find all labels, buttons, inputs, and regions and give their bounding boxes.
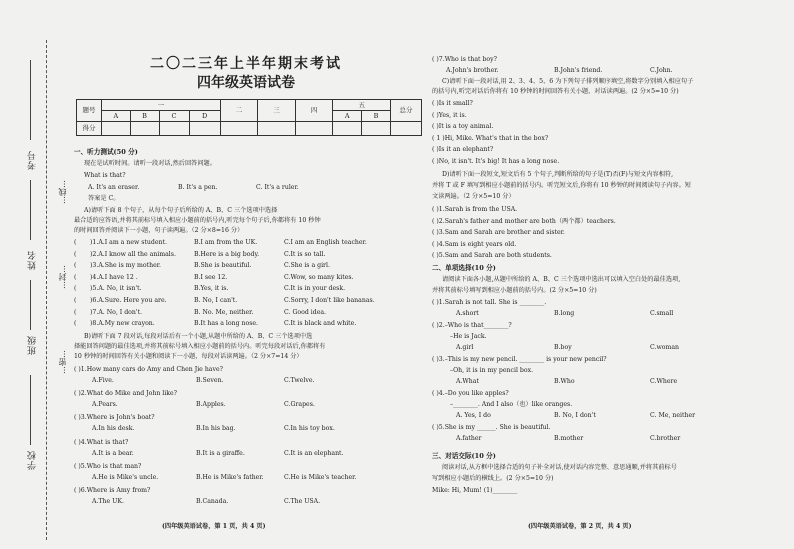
part-a-option-c: C.Sorry, I don't like bananas. xyxy=(284,297,375,304)
part-b-question[interactable]: ( )4.What is that? xyxy=(74,438,129,446)
part-a-option-b: B.It has a long nose. xyxy=(194,320,259,328)
part-a-option-b: B. No, I can't. xyxy=(194,297,238,304)
score-cell[interactable] xyxy=(130,122,159,136)
mark-feng: …封… xyxy=(58,265,67,289)
choice-question[interactable]: ( )2.–Who is that________? xyxy=(432,322,512,329)
score-col-2: 二 xyxy=(220,100,258,122)
part-b-instruction: B)请听下面 7 段对话,每段对话后有一个小题,从题中所给的 A、B、C 三个选项中选 xyxy=(84,333,313,340)
part-a-option-a: )3.A.She is my mother. xyxy=(90,262,162,270)
part-b-option-c: C.In his toy box. xyxy=(284,425,335,433)
xuexiao-line xyxy=(30,375,31,445)
choice-option-b: B.boy xyxy=(554,344,572,351)
sample-option: C. It's a ruler. xyxy=(256,184,299,191)
part-a-option-a: )2.A.I know all the animals. xyxy=(90,250,176,258)
score-col-4: 四 xyxy=(295,100,333,122)
score-sub-c: C xyxy=(159,111,189,122)
part-a-option-a: )4.A.I have 12 . xyxy=(90,273,138,281)
choice-option-c: C.brother xyxy=(650,435,681,442)
label-banji: 班级 xyxy=(28,335,38,355)
score-row-defen: 得分 xyxy=(77,122,102,136)
part-b-option-b: B.He is Mike's father. xyxy=(196,473,264,481)
part-b-question[interactable]: ( )2.What do Mike and John like? xyxy=(74,390,177,398)
score-cell[interactable] xyxy=(333,122,362,136)
part-a-option-b: B.I see 12. xyxy=(194,273,228,281)
part-d-statement[interactable]: ( )4.Sam is eight years old. xyxy=(432,240,517,248)
part-d-statement[interactable]: ( )5.Sam and Sarah are both students. xyxy=(432,252,552,259)
exam-subtitle: 四年级英语试卷 xyxy=(197,75,295,91)
part-a-option-b: B.She is beautiful. xyxy=(194,262,252,270)
choice-option-c: C.woman xyxy=(650,344,680,351)
part-d-statement[interactable]: ( )3.Sam and Sarah are brother and sister. xyxy=(432,229,565,236)
part-a-option-c: C.It is in your desk. xyxy=(284,285,346,293)
part-a-option-c: C.I am an English teacher. xyxy=(284,239,367,246)
part-d-instruction: 并将 T 或 F 填写到相应小题前的括号内。听完短文后,你将有 10 秒钟的时间阅读句子内容。短 xyxy=(432,182,691,189)
exam-title: 二〇二三年上半年期末考试 xyxy=(150,56,342,72)
choice-option-b: B.Who xyxy=(554,378,575,385)
answer-bracket[interactable]: ( xyxy=(74,239,77,246)
part-c-sentence[interactable]: ( )It is a toy animal. xyxy=(432,123,494,131)
choice-question[interactable]: ( )3.–This is my new pencil. ________ is your new pencil? xyxy=(432,356,607,363)
choice-option-a: A.father xyxy=(456,435,482,442)
mark-xian: …线… xyxy=(58,180,67,204)
score-cell[interactable] xyxy=(258,122,296,136)
part-a-option-a: )6.A.Sure. Here you are. xyxy=(90,297,167,304)
part-a-option-b: B.I am from the UK. xyxy=(194,239,258,246)
part-b-option-c: C.He is Mike's teacher. xyxy=(284,473,357,481)
choice-question[interactable]: ( )4.–Do you like apples? xyxy=(432,390,509,397)
part-a-option-c: C.She is a girl. xyxy=(284,262,330,270)
part-a-option-c: C.It is black and white. xyxy=(284,320,357,328)
choice-option-a: A.What xyxy=(456,378,479,385)
section-2-title: 二、单项选择(10 分) xyxy=(432,264,496,272)
part-b-option-a: A.The UK. xyxy=(92,498,124,505)
part-b-question[interactable]: ( )1.How many cars do Amy and Chen Jie have? xyxy=(74,366,223,373)
part-b-option-b: B.Canada. xyxy=(196,498,229,505)
answer-bracket[interactable]: ( xyxy=(74,250,77,258)
part-a-instruction: 最合适的应答语,并将其前标号填入相应小题前的括号内,听完每个句子后,你都将有 10 秒钟 xyxy=(74,217,321,224)
part-b-option-a: A.Pears. xyxy=(92,401,118,409)
label-kaohao: 考号 xyxy=(28,150,38,170)
choice-option-a: A.girl xyxy=(456,344,474,351)
part-b-instruction: 10 秒钟的时间回答有关小题和阅读下一小题，每段对话读两遍。（2 分×7=14 分） xyxy=(74,353,303,360)
banji-line xyxy=(30,280,31,330)
part-a-option-b: B. No. Me, neither. xyxy=(194,308,254,316)
part-b-option-b: B.It is a giraffe. xyxy=(196,449,245,457)
part-c-sentence[interactable]: ( )Yes, it is. xyxy=(432,111,467,119)
choice-option-c: C.small xyxy=(650,310,674,317)
section-3-instruction: 写到相应小题后的横线上。(2 分×5=10 分) xyxy=(432,475,554,482)
part-b-option-c: C.It is an elephant. xyxy=(284,449,344,457)
choice-option-b: B. No, I don't xyxy=(554,412,596,419)
score-cell[interactable] xyxy=(159,122,189,136)
choice-question[interactable]: ( )1.Sarah is not tall. She is ________. xyxy=(432,299,547,306)
part-b-instruction: 择能回答问题的最佳选项,并将其前标号填入相应小题前的括号内。听完每段对话后,你都将有 xyxy=(74,343,326,350)
part-a-option-a: )7.A. No, I don't. xyxy=(90,308,143,316)
intro-text: 现在是试听时间。请听一段对话,然后回答问题。 xyxy=(84,160,216,167)
section-2-instruction: 并将其前标号填写到相应小题前的括号内。(2 分×5=10 分) xyxy=(432,287,597,294)
sample-option: A. It's an eraser. xyxy=(88,184,140,191)
section-2-instruction: 请阅读下面各小题,从题中所给的 A、B、C 三个选项中选出可以填入空白处的最佳选项, xyxy=(442,276,681,283)
choice-option-b: B.mother xyxy=(554,435,584,442)
score-cell[interactable] xyxy=(391,122,422,136)
part-b-option-a: A.In his desk. xyxy=(92,425,135,433)
part-c-instruction: C)请听下面一段对话,用 2、3、4、5、6 为下列句子排列顺序填空,将数字分别填入相应句子 xyxy=(442,78,694,85)
binding-margin xyxy=(0,0,77,549)
mark-mi: …密… xyxy=(58,350,67,374)
part-a-option-a: )8.A.My new crayon. xyxy=(90,320,155,328)
answer-bracket[interactable]: ( xyxy=(74,273,77,281)
part-c-sentence[interactable]: ( 1 )Hi, Mike. What's that in the box? xyxy=(432,134,549,142)
part-a-instruction: 的时间回答并阅读下一小题，句子读两遍。（2 分×8=16 分） xyxy=(74,227,244,234)
label-xingming: 姓名 xyxy=(28,250,38,270)
left-page xyxy=(70,0,422,549)
part-d-instruction: 文读两遍。（2 分×5=10 分） xyxy=(432,193,515,200)
part-a-option-b: B.Here is a big body. xyxy=(194,250,260,258)
score-table xyxy=(76,99,422,136)
score-cell[interactable] xyxy=(362,122,391,136)
score-sub-a: A xyxy=(102,111,131,122)
part-b-question[interactable]: ( )5.Who is that man? xyxy=(74,462,142,470)
part-d-statement[interactable]: ( )2.Sarah's father and mother are both（两个都）teachers. xyxy=(432,217,616,225)
part-a-option-a: )5.A. No, it isn't. xyxy=(90,285,142,293)
score-col-1: 一 xyxy=(102,100,221,111)
choice-question[interactable]: ( )5.She is my ______. She is beautiful. xyxy=(432,424,551,431)
question-b7[interactable]: ( )7.Who is that boy? xyxy=(432,56,497,63)
score-col-3: 三 xyxy=(258,100,296,122)
part-b-option-b: B.In his bag. xyxy=(196,425,236,433)
choice-question-reply: –Oh, it is in my pencil box. xyxy=(450,367,534,374)
part-b-option-a: A.He is Mike's uncle. xyxy=(92,473,159,481)
score-sub-5b: B xyxy=(362,111,391,122)
part-b-option-b: B.Apples. xyxy=(196,401,226,409)
answer-bracket[interactable]: ( xyxy=(74,297,77,304)
part-c-sentence[interactable]: ( )Is it an elephant? xyxy=(432,146,494,154)
part-b-option-c: C.Grapes. xyxy=(284,401,315,409)
score-sub-d: D xyxy=(189,111,220,122)
b7-option: C.John. xyxy=(650,67,673,74)
score-col-tihao: 题号 xyxy=(77,100,102,122)
sample-option: B. It's a pen. xyxy=(178,184,218,191)
seal-dashed-line xyxy=(46,40,47,540)
part-c-sentence[interactable]: ( )No, it isn't. It's big! It has a long nose. xyxy=(432,158,560,165)
section-3-title: 三、对话交际(10 分) xyxy=(432,452,496,460)
part-b-question[interactable]: ( )6.Where is Amy from? xyxy=(74,487,151,494)
part-b-option-a: A.It is a bear. xyxy=(92,449,134,457)
dialog-line-1[interactable]: Mike: Hi, Mum! (1)________ xyxy=(432,487,518,494)
part-c-sentence[interactable]: ( )Is it small? xyxy=(432,100,473,107)
choice-option-c: C. Me, neither xyxy=(650,412,696,419)
choice-question-reply: –________. And I also（也）like oranges. xyxy=(450,401,573,408)
part-b-option-a: A.Five. xyxy=(92,377,114,384)
section-1-title: 一、听力测试(50 分) xyxy=(74,148,138,156)
part-b-question[interactable]: ( )3.Where is John's boat? xyxy=(74,414,155,422)
part-a-option-c: C.It is so tall. xyxy=(284,250,326,258)
choice-option-c: C.Where xyxy=(650,378,678,385)
choice-option-b: B.long xyxy=(554,310,575,317)
label-xuexiao: 学校 xyxy=(28,450,38,470)
b7-option: A.John's brother. xyxy=(446,67,499,74)
part-a-instruction: A)请听下面 8 个句子，从每个句子后所给的 A、B、C 三个选项中选择 xyxy=(84,207,278,214)
part-a-option-b: B.Yes, it is. xyxy=(194,285,229,293)
section-3-instruction: 阅读对话,从方框中选择合适的句子补全对话,使对话内容完整、意思通顺,并将其前标号 xyxy=(442,464,677,471)
part-b-option-c: C.Twelve. xyxy=(284,377,315,384)
xingming-line xyxy=(30,180,31,240)
page-footer-2: (四年级英语试卷，第 2 页，共 4 页) xyxy=(528,523,632,530)
part-d-statement[interactable]: ( )1.Sarah is from the USA. xyxy=(432,206,518,213)
b7-option: B.John's friend. xyxy=(554,67,603,74)
score-cell[interactable] xyxy=(102,122,131,136)
right-page xyxy=(428,0,786,549)
score-cell[interactable] xyxy=(220,122,258,136)
part-b-option-b: B.Seven. xyxy=(196,377,224,384)
answer-bracket[interactable]: ( xyxy=(74,308,77,316)
part-b-option-c: C.The USA. xyxy=(284,498,321,505)
part-a-option-a: )1.A.I am a new student. xyxy=(90,239,167,246)
choice-question-reply: –He is Jack. xyxy=(450,333,487,340)
choice-option-a: A.short xyxy=(456,310,479,317)
part-a-option-c: C. Good idea. xyxy=(284,308,327,316)
sample-question: What is that? xyxy=(84,172,126,179)
score-cell[interactable] xyxy=(189,122,220,136)
score-sub-b: B xyxy=(130,111,159,122)
part-c-instruction: 的括号内,听完对话后你将有 10 秒钟的时间回答有关小题，对话读两遍。(2 分×5=10 分) xyxy=(432,88,679,95)
part-a-option-c: C.Wow, so many kites. xyxy=(284,273,354,281)
answer-bracket[interactable]: ( xyxy=(74,285,77,293)
kaohao-line xyxy=(30,60,31,140)
score-col-total: 总分 xyxy=(391,100,422,122)
score-sub-5a: A xyxy=(333,111,362,122)
score-cell[interactable] xyxy=(295,122,333,136)
answer-bracket[interactable]: ( xyxy=(74,320,77,328)
score-col-5: 五 xyxy=(333,100,391,111)
answer-bracket[interactable]: ( xyxy=(74,262,77,270)
sample-answer: 答案是 C。 xyxy=(88,195,120,202)
page-footer-1: (四年级英语试卷，第 1 页，共 4 页) xyxy=(162,523,266,530)
part-d-instruction: D)请听下面一段短文,短文后有 5 个句子,判断所给的句子是(T)否(F)与短文内容相符, xyxy=(442,171,674,178)
choice-option-a: A. Yes, I do xyxy=(456,412,491,419)
